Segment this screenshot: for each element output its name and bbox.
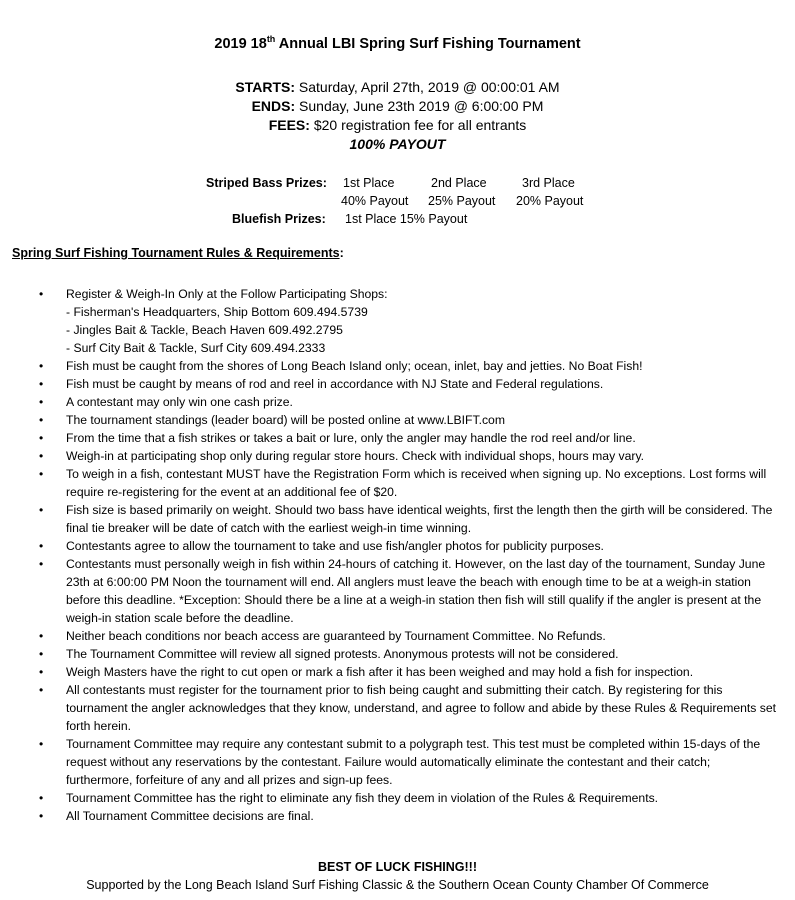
- rule-item: • Fish must be caught from the shores of Long Beach Island only; ocean, inlet, bay and jetties. No Boat Fish!: [39, 359, 643, 373]
- supporters-line: Supported by the Long Beach Island Surf Fishing Classic & the Southern Ocean County Chamber Of Commerce: [86, 878, 709, 892]
- rule-item: • A contestant may only win one cash prize.: [39, 395, 293, 409]
- bullet-icon: •: [39, 791, 44, 805]
- payout-1: 40% Payout: [341, 194, 409, 208]
- starts-line: STARTS: Saturday, April 27th, 2019 @ 00:00:01 AM: [235, 79, 560, 95]
- rule-item: • Fish size is based primarily on weight. Should two bass have identical weights, first the length then the girth will be considered. The final tie breaker will be date of catch with the earliest weigh-in time winning.: [39, 503, 773, 535]
- page-title: 2019 18th Annual LBI Spring Surf Fishing Tournament: [214, 34, 581, 52]
- rule-item: • Contestants must personally weigh in fish within 24-hours of catching it. However, on the last day of the tournament, Sunday June 23th at 6:00:00 PM Noon the tournament will end. All anglers must leave the beach with enough time to be at a weigh-in station before this deadline. *Exception: Should there be a line at a weigh-in station then fish will still qualify if the angler is present at the weigh-in station scale before the deadline.: [39, 557, 766, 625]
- payout-2: 25% Payout: [428, 194, 496, 208]
- bullet-icon: •: [39, 377, 44, 391]
- bullet-icon: •: [39, 395, 44, 409]
- rule-item: • Neither beach conditions nor beach access are guaranteed by Tournament Committee. No Refunds.: [39, 629, 606, 643]
- place-3: 3rd Place: [522, 176, 575, 190]
- fees-line: FEES: $20 registration fee for all entrants: [268, 117, 527, 133]
- bluefish-label: Bluefish Prizes:: [232, 212, 326, 226]
- bluefish-value: 1st Place 15% Payout: [345, 212, 468, 226]
- bullet-icon: •: [39, 431, 44, 445]
- bullet-icon: •: [39, 809, 44, 823]
- bullet-icon: •: [39, 539, 44, 553]
- shop-entry: - Fisherman's Headquarters, Ship Bottom 609.494.5739: [66, 305, 368, 319]
- bullet-icon: •: [39, 557, 44, 571]
- rule-item: • To weigh in a fish, contestant MUST have the Registration Form which is received when signing up. No exceptions. Lost forms will require re-registering for the event at an additional fee of $20.: [39, 467, 767, 499]
- bullet-icon: •: [39, 359, 44, 373]
- bullet-icon: •: [39, 467, 44, 481]
- bullet-icon: •: [39, 503, 44, 517]
- bullet-icon: •: [39, 449, 44, 463]
- bullet-icon: •: [39, 683, 44, 697]
- rule-item: • Weigh-in at participating shop only during regular store hours. Check with individual shops, hours may vary.: [39, 449, 645, 463]
- shop-entry: - Jingles Bait & Tackle, Beach Haven 609.492.2795: [66, 323, 343, 337]
- bullet-icon: •: [39, 629, 44, 643]
- rules-heading: Spring Surf Fishing Tournament Rules & Requirements:: [12, 246, 344, 260]
- striped-bass-label: Striped Bass Prizes:: [206, 176, 327, 190]
- place-1: 1st Place: [343, 176, 395, 190]
- bullet-icon: •: [39, 413, 44, 427]
- rule-item-shops: • Register & Weigh-In Only at the Follow Participating Shops: - Fisherman's Headquarters, Ship Bottom 609.494.5739 - Jingles Bait & Tackle, Beach Haven 609.492.2795 - Surf City Bait & Tackle, Surf City 609.494.2333: [0, 285, 790, 357]
- bullet-icon: •: [39, 287, 44, 301]
- rule-item: • All contestants must register for the tournament prior to fish being caught and submitting their catch. By registering for this tournament the angler acknowledges that they know, understand, and agree to follow and abide by these Rules & Requirements set forth herein.: [39, 683, 777, 733]
- bullet-icon: •: [39, 737, 44, 751]
- rule-item: • All Tournament Committee decisions are final.: [39, 809, 314, 823]
- rules-list: [0, 285, 790, 825]
- rule-item: • Weigh Masters have the right to cut open or mark a fish after it has been weighed and may hold a fish for inspection.: [39, 665, 694, 679]
- rule-item: • Contestants agree to allow the tournament to take and use fish/angler photos for publicity purposes.: [39, 539, 604, 553]
- place-2: 2nd Place: [431, 176, 487, 190]
- shop-entry: - Surf City Bait & Tackle, Surf City 609.494.2333: [66, 341, 326, 355]
- payout-banner: 100% PAYOUT: [349, 136, 446, 152]
- payout-3: 20% Payout: [516, 194, 584, 208]
- bullet-icon: •: [39, 647, 44, 661]
- rule-item: • Tournament Committee has the right to eliminate any fish they deem in violation of the Rules & Requirements.: [39, 791, 659, 805]
- rule-item: • The Tournament Committee will review all signed protests. Anonymous protests will not be considered.: [39, 647, 619, 661]
- ends-line: ENDS: Sunday, June 23th 2019 @ 6:00:00 PM: [251, 98, 544, 114]
- rule-item: • Fish must be caught by means of rod and reel in accordance with NJ State and Federal regulations.: [39, 377, 604, 391]
- rule-item: • Tournament Committee may require any contestant submit to a polygraph test. This test must be completed within 15-days of the request without any reservations by the contestant. Failure would automatically eliminate the contestant and their catch; furthermore, forfeiture of any and all prizes and sign-up fees.: [39, 737, 761, 787]
- closing-message: BEST OF LUCK FISHING!!!: [317, 860, 477, 874]
- rule-item: • The tournament standings (leader board) will be posted online at www.LBIFT.com: [39, 413, 505, 427]
- bullet-icon: •: [39, 665, 44, 679]
- rule-item: • From the time that a fish strikes or takes a bait or lure, only the angler may handle the rod reel and/or line.: [39, 431, 636, 445]
